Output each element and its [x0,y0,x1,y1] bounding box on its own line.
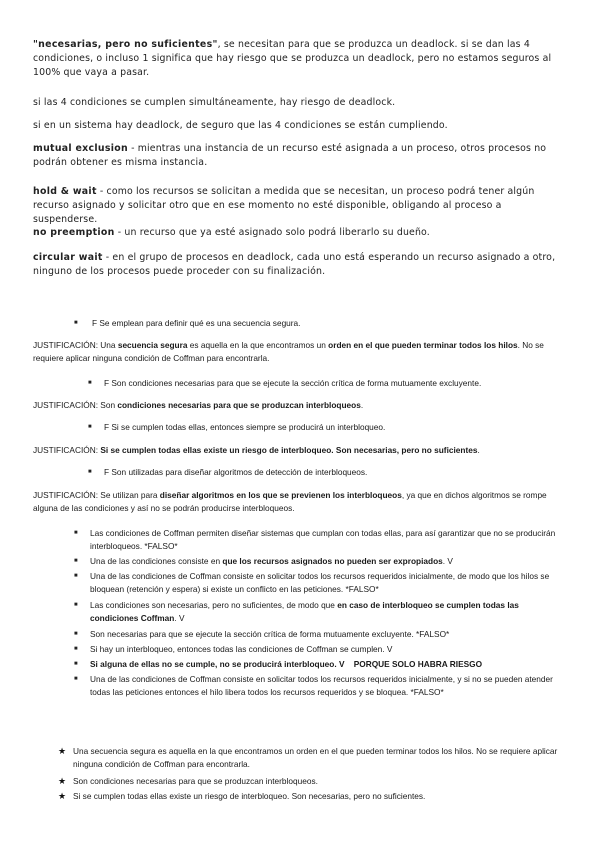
bold-text: en caso de interbloqueo se cumplen todas las condiciones Coffman [90,600,519,623]
square-bullet-icon: ■ [74,573,78,579]
star-icon: ★ [58,791,67,801]
justification [33,489,563,515]
text: Las condiciones son necesarias, pero no suficientes, de modo que [90,600,338,610]
square-bullet-icon: ■ [74,646,78,652]
list-item: Una de las condiciones de Coffman consiste en solicitar todos los recursos requeridos inicialmente, y si no se pueden atender todas las peticiones entonces el hilo libera todos los recursos requeridos y se bloquea. *FALSO* [90,674,553,697]
text: . No se requiere aplicar ninguna condición de Coffman para encontrarla. [33,340,544,363]
summary-item: Una secuencia segura es aquella en la que encontramos un orden en el que pueden terminar todos los hilos. No se requiere aplicar ninguna condición de Coffman para encontrarla. [73,746,558,769]
condition-text: - mientras una instancia de un recurso esté asignada a un proceso, otros procesos no podrán obtener es misma instancia. [33,143,547,168]
condition-key: no preemption [33,227,115,238]
justification-label: JUSTIFICACIÓN: Una [33,340,118,350]
list-item: Si hay un interbloqueo, entonces todas las condiciones de Coffman se cumplen. V [90,644,393,654]
list-item: F Son condiciones necesarias para que se ejecute la sección crítica de forma mutuamente excluyente. [104,378,482,388]
square-bullet-icon: ■ [74,558,78,564]
bold-text: Si alguna de ellas no se cumple, no se producirá interbloqueo [90,659,335,669]
square-bullet-icon: ■ [88,424,92,430]
bold-text: diseñar algoritmos en los que se previenen los interbloqueos [159,490,402,500]
condition-text: - como los recursos se solicitan a medida que se necesitan, un proceso podrá tener algún recurso asignado y solicitar otro que en ese momento no esté disponible, obligando al proceso a suspenderse. [33,186,535,225]
summary-item: Son condiciones necesarias para que se produzcan interbloqueos. [73,776,318,786]
star-icon: ★ [58,776,67,786]
condition-hold-wait [33,185,563,227]
justification [33,444,563,457]
justification [33,399,563,412]
square-bullet-icon: ■ [74,320,78,326]
text: . [477,445,480,455]
condition-key: mutual exclusion [33,143,128,154]
justification [33,339,563,365]
list-item: F Si se cumplen todas ellas, entonces siempre se producirá un interbloqueo. [104,422,386,432]
list-item: F Son utilizadas para diseñar algoritmos de detección de interbloqueos. [104,467,368,477]
bold-text: secuencia segura [117,340,188,350]
list-item [90,599,560,625]
text: . V [442,556,453,566]
condition-key: hold & wait [33,186,97,197]
list-item: F Se emplean para definir qué es una secuencia segura. [92,318,301,328]
text: , ya que en dichos algoritmos se rompe alguna de las condiciones y así no se podrán producirse interbloqueos. [33,490,547,513]
justification-label: JUSTIFICACIÓN: Son [33,400,118,410]
text: . [360,400,364,410]
paragraph-simultaneous: si las 4 condiciones se cumplen simultáneamente, hay riesgo de deadlock. [33,97,396,108]
square-bullet-icon: ■ [74,676,78,682]
paragraph-deadlock-system: si en un sistema hay deadlock, de seguro que las 4 condiciones se están cumpliendo. [33,120,448,131]
paragraph-text: , se necesitan para que se produzca un deadlock. si se dan las 4 condiciones, o incluso 1 significa que hay riesgo que se produzca un deadlock, pero no estamos seguros al 100% que vaya a pasar. [33,39,552,78]
condition-text: - en el grupo de procesos en deadlock, cada uno está esperando un recurso asignado a otro, ninguno de los procesos puede proceder con su finalización. [33,252,556,277]
list-item: Las condiciones de Coffman permiten diseñar sistemas que cumplan con todas ellas, para así garantizar que no se producirán interbloqueos. *FALSO* [90,528,556,551]
square-bullet-icon: ■ [74,602,78,608]
square-bullet-icon: ■ [74,530,78,536]
square-bullet-icon: ■ [74,661,78,667]
condition-mutual-exclusion [33,142,563,170]
bold-text: Si se cumplen todas ellas existe un riesgo de interbloqueo. Son necesarias, pero no suficientes [100,445,478,455]
condition-key: circular wait [33,252,103,263]
condition-no-preemption [33,226,563,240]
bold-text: PORQUE SOLO HABRA RIESGO [353,659,483,669]
list-item [90,658,560,671]
list-item [90,555,560,568]
bold-text: condiciones necesarias para que se produzcan interbloqueos [117,400,361,410]
bold-text: que los recursos asignados no pueden ser expropiados [222,556,443,566]
square-bullet-icon: ■ [88,380,92,386]
summary-item: Si se cumplen todas ellas existe un riesgo de interbloqueo. Son necesarias, pero no suficientes. [73,791,426,801]
star-icon: ★ [58,746,67,756]
bold-text: . V [334,659,354,669]
justification-label: JUSTIFICACIÓN: [33,445,101,455]
square-bullet-icon: ■ [74,631,78,637]
list-item: Una de las condiciones de Coffman consiste en solicitar todos los recursos requeridos inicialmente, de modo que los hilos se bloquean (retención y espera) si existe un conflicto en las peticiones. *FALSO* [90,571,550,594]
quote-phrase: "necesarias, pero no suficientes" [33,39,218,50]
square-bullet-icon: ■ [88,469,92,475]
condition-text: - un recurso que ya esté asignado solo podrá liberarlo su dueño. [114,227,430,238]
justification-label: JUSTIFICACIÓN: Se utilizan para [33,490,160,500]
text: Una de las condiciones consiste en [90,556,223,566]
text: es aquella en la que encontramos un [187,340,329,350]
condition-circular-wait [33,251,563,279]
paragraph-necessary-conditions [33,38,563,80]
text: . V [174,613,185,623]
bold-text: orden en el que pueden terminar todos los hilos [328,340,518,350]
list-item: Son necesarias para que se ejecute la sección crítica de forma mutuamente excluyente. *FALSO* [90,629,450,639]
